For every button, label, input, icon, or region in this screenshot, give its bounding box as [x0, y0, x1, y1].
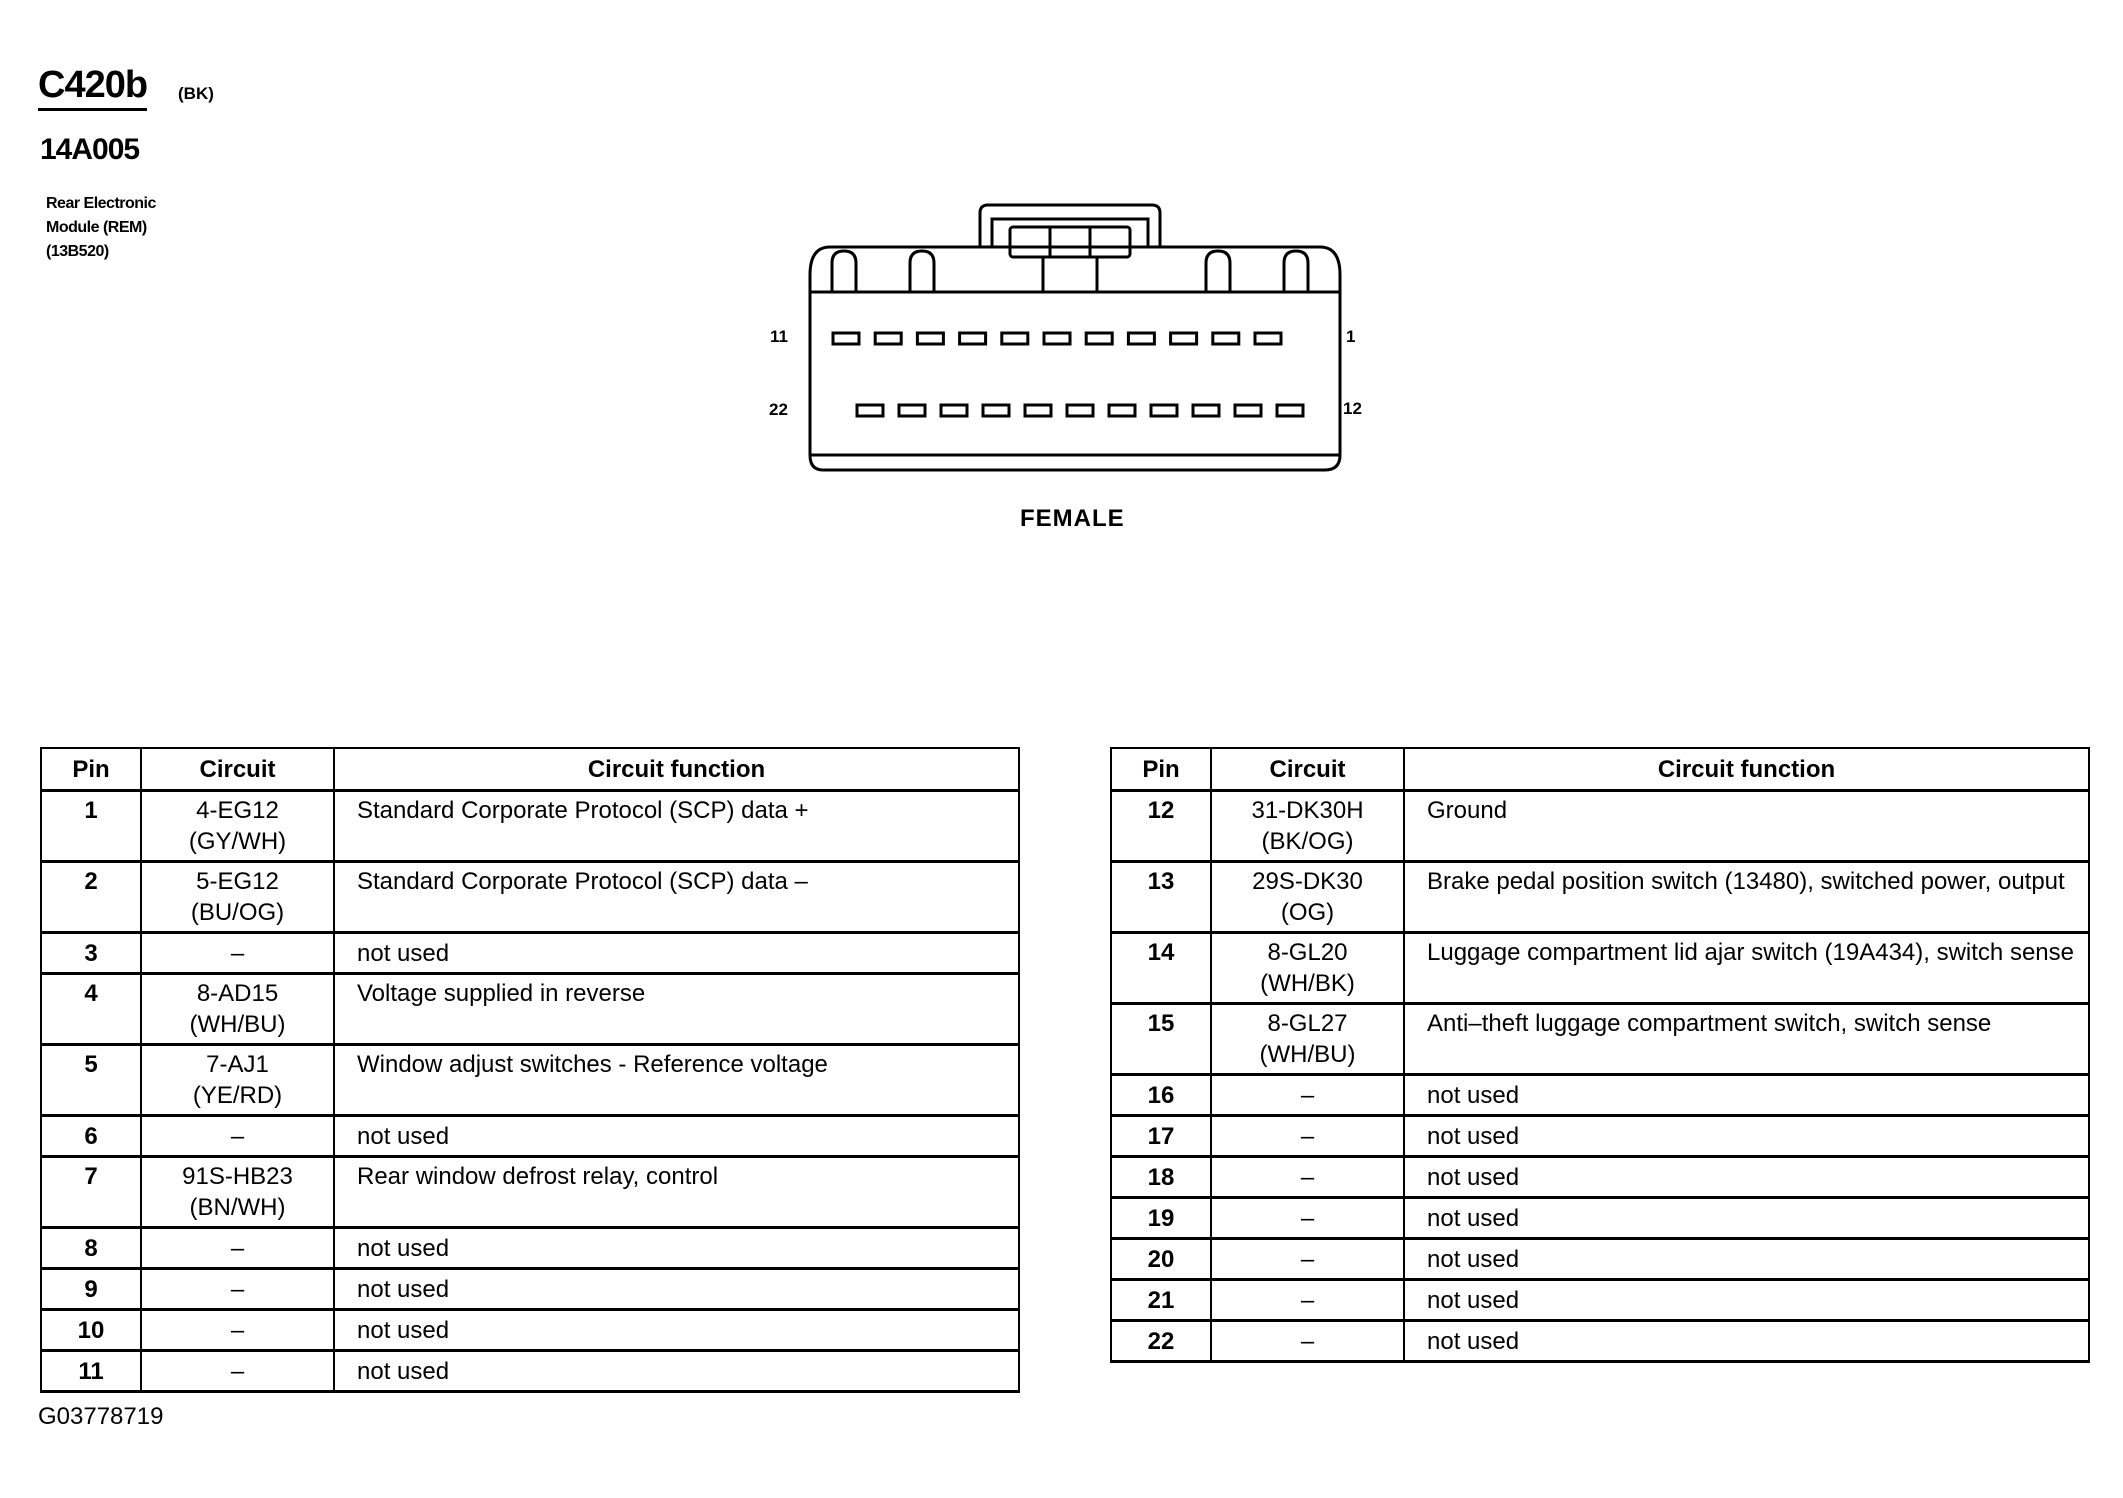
table-row [41, 1310, 1019, 1351]
figure-id: G03778719 [38, 1403, 164, 1430]
function-cell: Luggage compartment lid ajar switch (19A434), switch sense [1404, 933, 2089, 1004]
circuit-cell: – [1211, 1116, 1404, 1157]
pin-cell: 12 [1111, 791, 1211, 862]
pin-column-header: Pin [41, 748, 141, 791]
table-row [1111, 1157, 2089, 1198]
pin-cell: 15 [1111, 1004, 1211, 1075]
table-row [1111, 1004, 2089, 1075]
pin-cell: 11 [41, 1351, 141, 1392]
bottom-row-left-pin-label: 22 [769, 400, 788, 419]
function-cell: not used [1404, 1280, 2089, 1321]
pin-cell: 8 [41, 1228, 141, 1269]
table-row [1111, 1321, 2089, 1362]
connector-housing [810, 247, 1340, 470]
table-row [1111, 1198, 2089, 1239]
function-cell: Anti–theft luggage compartment switch, switch sense [1404, 1004, 2089, 1075]
table-row [41, 1351, 1019, 1392]
function-cell: not used [334, 1310, 1019, 1351]
pin-cavity [1277, 405, 1303, 416]
table-row [41, 1157, 1019, 1228]
table-row [41, 1045, 1019, 1116]
function-cell: not used [1404, 1075, 2089, 1116]
circuit-cell: – [141, 933, 334, 974]
pin-cell: 13 [1111, 862, 1211, 933]
table-row [41, 1228, 1019, 1269]
circuit-column-header: Circuit [141, 748, 334, 791]
circuit-cell: 31-DK30H (BK/OG) [1211, 791, 1404, 862]
circuit-column-header: Circuit [1211, 748, 1404, 791]
pin-cavity [1151, 405, 1177, 416]
pin-cavity [833, 333, 859, 344]
pin-cell: 5 [41, 1045, 141, 1116]
circuit-cell: – [1211, 1239, 1404, 1280]
pin-cell: 9 [41, 1269, 141, 1310]
function-cell: not used [334, 1116, 1019, 1157]
function-cell: not used [1404, 1157, 2089, 1198]
pin-cavity [1044, 333, 1070, 344]
table-row [41, 791, 1019, 862]
circuit-cell: 91S-HB23 (BN/WH) [141, 1157, 334, 1228]
pin-cell: 14 [1111, 933, 1211, 1004]
function-cell: not used [334, 1351, 1019, 1392]
pin-cavity [875, 333, 901, 344]
component-name: Rear Electronic Module (REM) (13B520) [46, 195, 156, 260]
pin-cavity [1128, 333, 1154, 344]
circuit-cell: – [141, 1228, 334, 1269]
circuit-cell: 7-AJ1 (YE/RD) [141, 1045, 334, 1116]
pin-cavity [941, 405, 967, 416]
pin-cell: 1 [41, 791, 141, 862]
table-row [41, 1116, 1019, 1157]
pin-cell: 10 [41, 1310, 141, 1351]
part-number: 14A005 [40, 133, 140, 166]
pinout-table-left [40, 747, 1020, 1393]
connector-gender-label: FEMALE [1020, 505, 1125, 532]
pin-cavity [960, 333, 986, 344]
table-row [1111, 1075, 2089, 1116]
pin-cavity [917, 333, 943, 344]
pin-cell: 21 [1111, 1280, 1211, 1321]
circuit-cell: 8-GL20 (WH/BK) [1211, 933, 1404, 1004]
function-column-header: Circuit function [334, 748, 1019, 791]
function-cell: Window adjust switches - Reference voltage [334, 1045, 1019, 1116]
pin-cell: 20 [1111, 1239, 1211, 1280]
circuit-cell: – [1211, 1280, 1404, 1321]
table-row [41, 974, 1019, 1045]
table-row [41, 1269, 1019, 1310]
pin-cell: 19 [1111, 1198, 1211, 1239]
top-row-cavities [833, 333, 1281, 344]
circuit-cell: – [1211, 1321, 1404, 1362]
function-column-header: Circuit function [1404, 748, 2089, 791]
table-row [41, 933, 1019, 974]
table-row [1111, 791, 2089, 862]
function-cell: Rear window defrost relay, control [334, 1157, 1019, 1228]
pin-cavity [1025, 405, 1051, 416]
pin-cell: 3 [41, 933, 141, 974]
top-row-left-pin-label: 11 [770, 327, 788, 346]
function-cell: not used [1404, 1116, 2089, 1157]
pinout-table-right [1110, 747, 2090, 1363]
circuit-cell: – [1211, 1157, 1404, 1198]
table-row [1111, 1280, 2089, 1321]
table-row [1111, 1239, 2089, 1280]
top-row-right-pin-label: 1 [1346, 327, 1356, 346]
connector-id: C420b [38, 66, 147, 111]
function-cell: Standard Corporate Protocol (SCP) data + [334, 791, 1019, 862]
function-cell: not used [334, 1228, 1019, 1269]
pin-cell: 22 [1111, 1321, 1211, 1362]
circuit-cell: 29S-DK30 (OG) [1211, 862, 1404, 933]
circuit-cell: 4-EG12 (GY/WH) [141, 791, 334, 862]
pin-cell: 2 [41, 862, 141, 933]
bottom-row-right-pin-label: 12 [1343, 399, 1362, 418]
pin-cell: 18 [1111, 1157, 1211, 1198]
pin-cavity [1086, 333, 1112, 344]
pin-cell: 4 [41, 974, 141, 1045]
pin-cavity [1235, 405, 1261, 416]
pin-cavity [983, 405, 1009, 416]
pin-cell: 16 [1111, 1075, 1211, 1116]
connector-face-diagram [760, 195, 1380, 485]
pin-cell: 7 [41, 1157, 141, 1228]
connector-color: (BK) [178, 84, 214, 103]
circuit-cell: 8-AD15 (WH/BU) [141, 974, 334, 1045]
pin-cavity [1002, 333, 1028, 344]
table-row [1111, 933, 2089, 1004]
pin-cavity [899, 405, 925, 416]
circuit-cell: – [141, 1269, 334, 1310]
bottom-row-cavities [857, 405, 1303, 416]
circuit-cell: – [141, 1310, 334, 1351]
function-cell: Ground [1404, 791, 2089, 862]
pin-cavity [1109, 405, 1135, 416]
circuit-cell: 8-GL27 (WH/BU) [1211, 1004, 1404, 1075]
function-cell: Brake pedal position switch (13480), switched power, output [1404, 862, 2089, 933]
pin-column-header: Pin [1111, 748, 1211, 791]
function-cell: not used [334, 1269, 1019, 1310]
function-cell: not used [1404, 1198, 2089, 1239]
function-cell: not used [334, 933, 1019, 974]
pin-cell: 17 [1111, 1116, 1211, 1157]
function-cell: Voltage supplied in reverse [334, 974, 1019, 1045]
circuit-cell: 5-EG12 (BU/OG) [141, 862, 334, 933]
circuit-cell: – [141, 1351, 334, 1392]
table-row [1111, 862, 2089, 933]
function-cell: not used [1404, 1321, 2089, 1362]
pin-cavity [1067, 405, 1093, 416]
pin-cavity [1171, 333, 1197, 344]
pin-cavity [857, 405, 883, 416]
pin-cell: 6 [41, 1116, 141, 1157]
circuit-cell: – [1211, 1075, 1404, 1116]
function-cell: not used [1404, 1239, 2089, 1280]
circuit-cell: – [1211, 1198, 1404, 1239]
table-row [41, 862, 1019, 933]
pin-cavity [1193, 405, 1219, 416]
pin-cavity [1255, 333, 1281, 344]
circuit-cell: – [141, 1116, 334, 1157]
pin-cavity [1213, 333, 1239, 344]
function-cell: Standard Corporate Protocol (SCP) data – [334, 862, 1019, 933]
table-row [1111, 1116, 2089, 1157]
